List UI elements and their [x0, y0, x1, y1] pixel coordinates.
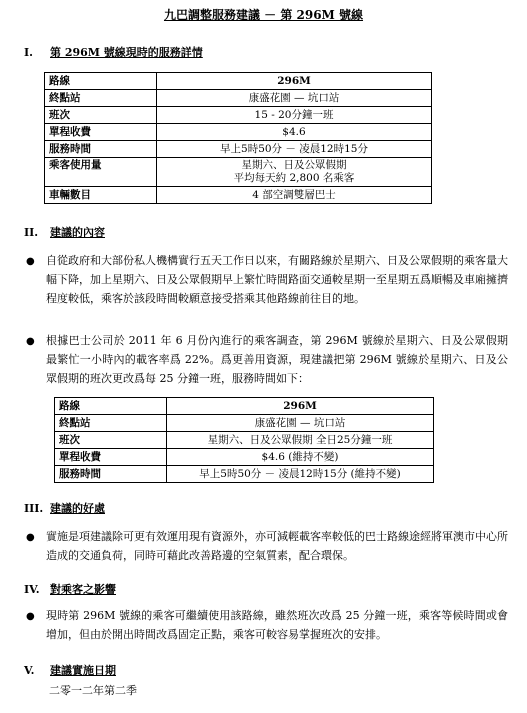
table-label: 班次 [55, 432, 167, 449]
paragraph: 實施是項建議除可更有效運用現有資源外，亦可減輕載客率較低的巴士路線途經將軍澳市中心所造成的交通負荷，同時可藉此改善路邊的空氣質素，配合環保。 [46, 530, 508, 562]
table-value: $4.6 (維持不變) [167, 449, 434, 466]
section-title: 建議的好處 [50, 502, 105, 515]
table-row [45, 73, 432, 90]
table-row [55, 432, 434, 449]
paragraph: 現時第 296M 號線的乘客可繼續使用該路線，雖然班次改爲 25 分鐘一班，乘客等候時間或會增加，但由於開出時間改爲固定正點，乘客可較容易掌握班次的安排。 [46, 609, 508, 641]
table-value: 296M [157, 73, 432, 90]
paragraph: 自從政府和大部份私人機構實行五天工作日以來，有關路線於星期六、日及公眾假期的乘客量大幅下降，加上星期六、日及公眾假期早上繁忙時間路面交通較星期一至星期五爲順暢及車廂擁擠程度較低，乘客於該段時間較願意接受搭乘其他路線前往目的地。 [46, 254, 508, 305]
bullet-icon: ● [26, 532, 35, 543]
table-value: 4 部空調雙層巴士 [157, 187, 432, 204]
table-label: 終點站 [55, 415, 167, 432]
table-value: $4.6 [157, 124, 432, 141]
section-number: IV. [24, 583, 40, 596]
paragraph: 根據巴士公司於 2011 年 6 月份內進行的乘客調查，第 296M 號線於星期六、日及公眾假期最繁忙一小時內的載客率爲 22%。爲更善用資源，現建議把第 296M 號線於星期六、日及公眾假期的班次更改爲每 25 分鐘一班，服務時間如下： [46, 334, 508, 385]
section-4-heading [24, 581, 116, 597]
table-row [45, 107, 432, 124]
table-value: 康盛花園 — 坑口站 [157, 90, 432, 107]
table-value: 康盛花園 — 坑口站 [167, 415, 434, 432]
section-number: III. [24, 502, 44, 515]
table-label: 路線 [45, 73, 157, 90]
table-value-line: 平均每天約 2,800 名乘客 [233, 172, 355, 184]
table-row [45, 141, 432, 158]
table-label: 乘客使用量 [45, 158, 157, 187]
table-label: 服務時間 [55, 466, 167, 483]
table-row [55, 466, 434, 483]
section-3-heading [24, 500, 105, 516]
table-value: 早上5時50分 － 凌晨12時15分 [157, 141, 432, 158]
table-value: 15 - 20分鐘一班 [157, 107, 432, 124]
table-label: 服務時間 [45, 141, 157, 158]
table-row [45, 124, 432, 141]
table-label: 班次 [45, 107, 157, 124]
table-row [55, 449, 434, 466]
proposed-service-table [54, 397, 434, 483]
section-number: II. [24, 226, 39, 239]
table-label: 車輛數目 [45, 187, 157, 204]
implementation-date: 二零一二年第二季 [49, 684, 137, 697]
table-value-line: 星期六、日及公眾假期 [241, 159, 347, 171]
table-row [45, 187, 432, 204]
section-title: 第 296M 號線現時的服務詳情 [50, 46, 203, 59]
table-value: 星期六、日及公眾假期 全日25分鐘一班 [167, 432, 434, 449]
section-1-heading [24, 44, 203, 60]
section-number: V. [24, 664, 35, 677]
bullet-icon: ● [26, 336, 35, 347]
section-5-heading [24, 662, 116, 678]
current-service-table [44, 72, 432, 204]
table-row [55, 398, 434, 415]
table-value: 296M [167, 398, 434, 415]
section-2-heading [24, 224, 105, 240]
bullet-icon: ● [26, 256, 35, 267]
section-title: 對乘客之影響 [50, 583, 116, 596]
bullet-icon: ● [26, 611, 35, 622]
section-title: 建議實施日期 [50, 664, 116, 677]
table-row [45, 158, 432, 187]
section-number: I. [24, 46, 33, 59]
table-row [55, 415, 434, 432]
document-title: 九巴調整服務建議 － 第 296M 號線 [163, 8, 364, 22]
table-label: 路線 [55, 398, 167, 415]
table-label: 終點站 [45, 90, 157, 107]
table-row [45, 90, 432, 107]
table-value [157, 158, 432, 187]
table-value: 早上5時50分 － 凌晨12時15分 (維持不變) [167, 466, 434, 483]
section-title: 建議的內容 [50, 226, 105, 239]
table-label: 單程收費 [55, 449, 167, 466]
table-label: 單程收費 [45, 124, 157, 141]
